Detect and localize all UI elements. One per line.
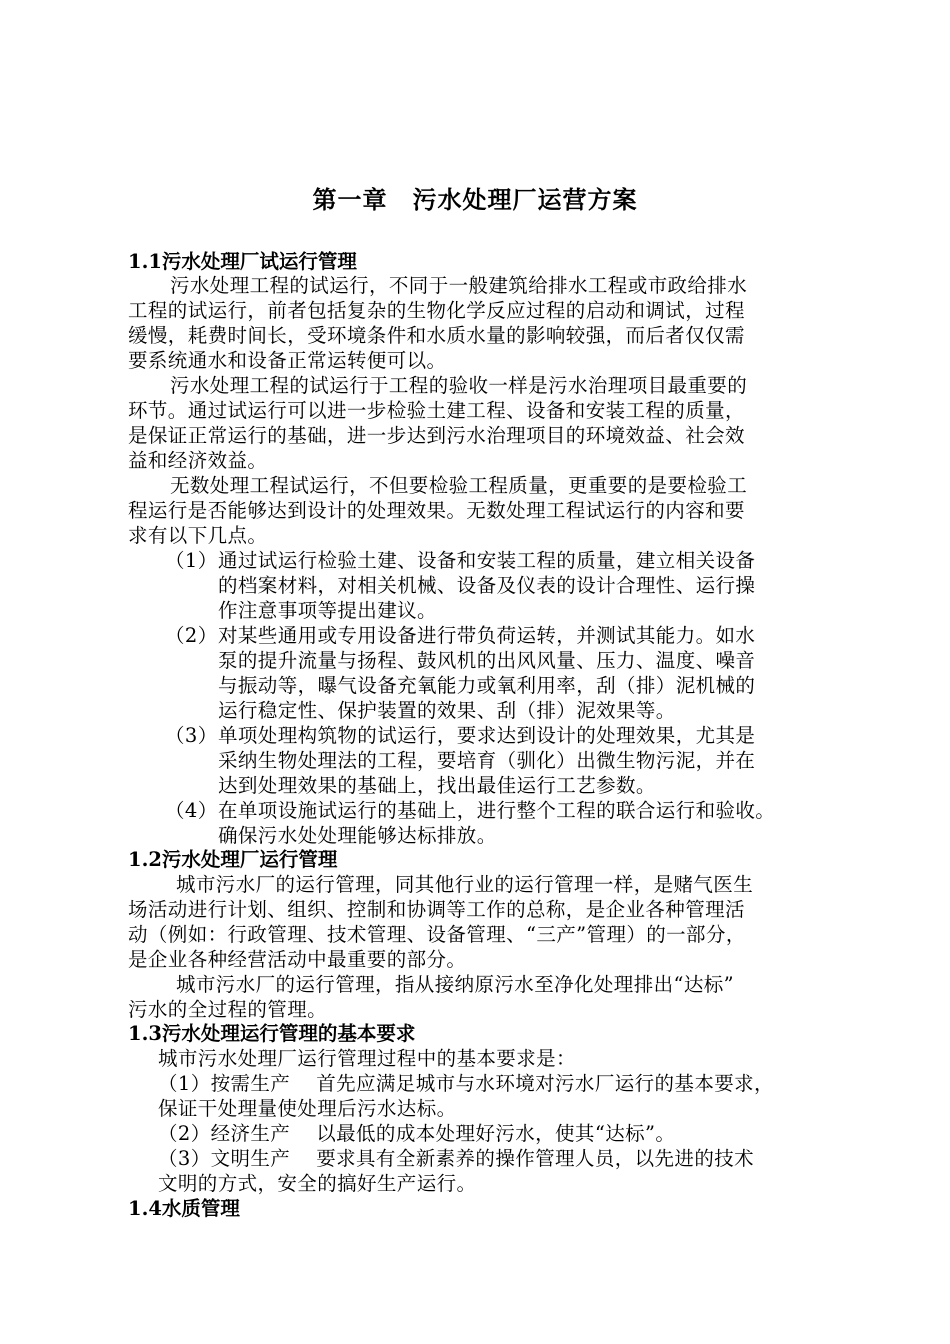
list-item-line: 通过试运行检验土建、设备和安装工程的质量，建立相关设备: [218, 549, 756, 572]
section-heading-1-2: 1.2污水处理厂运行管理: [128, 848, 338, 871]
paragraph-line: 工程的试运行，前者包括复杂的生物化学反应过程的启动和调试，过程: [128, 299, 745, 322]
paragraph-line: 要系统通水和设备正常运转便可以。: [128, 349, 447, 372]
paragraph-line: 环节。通过试运行可以进一步检验土建工程、设备和安装工程的质量，: [128, 399, 745, 422]
paragraph-line: 缓慢，耗费时间长，受环境条件和水质水量的影响较强，而后者仅仅需: [128, 324, 745, 347]
paragraph-line: 污水的全过程的管理。: [128, 998, 328, 1021]
section-heading-1-1: 1.1污水处理厂试运行管理: [128, 250, 357, 273]
list-item-line: 采纳生物处理法的工程，要培育（驯化）出微生物污泥，并在: [218, 749, 756, 772]
list-item-line: 作注意事项等提出建议。: [218, 599, 437, 622]
chapter-title: 第一章 污水处理厂运营方案: [312, 185, 638, 214]
list-item-line: 运行稳定性、保护装置的效果、刮（排）泥效果等。: [218, 699, 676, 722]
paragraph-line: 无数处理工程试运行，不但要检验工程质量，更重要的是要检验工: [170, 474, 748, 497]
paragraph-line: 动（例如：行政管理、技术管理、设备管理、“三产”管理）的一部分，: [128, 923, 746, 946]
list-item-number: （4）: [165, 799, 218, 822]
section-heading-1-4: 1.4水质管理: [128, 1197, 240, 1220]
requirement-text: 首先应满足城市与水环境对污水厂运行的基本要求，: [316, 1072, 774, 1095]
paragraph-line: 是保证正常运行的基础，进一步达到污水治理项目的环境效益、社会效: [128, 424, 745, 447]
list-item-line: 泵的提升流量与扬程、鼓风机的出风风量、压力、温度、噪音: [218, 649, 756, 672]
paragraph-line: 城市污水处理厂运行管理过程中的基本要求是：: [158, 1047, 576, 1070]
requirement-line: [158, 1121, 675, 1147]
paragraph-line: 城市污水厂的运行管理，同其他行业的运行管理一样，是赌气医生: [176, 873, 754, 896]
paragraph-line: 污水处理工程的试运行，不同于一般建筑给排水工程或市政给排水: [170, 274, 748, 297]
list-item-line: 对某些通用或专用设备进行带负荷运转，并测试其能力。如水: [218, 624, 756, 647]
requirement-text: 要求具有全新素养的操作管理人员，以先进的技术: [316, 1147, 755, 1170]
paragraph-line: 益和经济效益。: [128, 449, 268, 472]
paragraph-line: 污水处理工程的试运行于工程的验收一样是污水治理项目最重要的: [170, 374, 748, 397]
list-item-line: 的档案材料，对相关机械、设备及仪表的设计合理性、运行操: [218, 574, 756, 597]
list-item-line: 单项处理构筑物的试运行，要求达到设计的处理效果，尤其是: [218, 724, 756, 747]
paragraph-line: 城市污水厂的运行管理，指从接纳原污水至净化处理排出“达标”: [176, 973, 735, 996]
requirement-label: （2）经济生产: [158, 1122, 291, 1145]
paragraph-line: 求有以下几点。: [128, 524, 268, 547]
list-item-number: （1）: [165, 549, 218, 572]
list-item-line: 达到处理效果的基础上，找出最佳运行工艺参数。: [218, 774, 656, 797]
requirement-line: 文明的方式，安全的搞好生产运行。: [158, 1172, 477, 1195]
requirement-line: 保证干处理量使处理后污水达标。: [158, 1097, 457, 1120]
paragraph-line: 程运行是否能够达到设计的处理效果。无数处理工程试运行的内容和要: [128, 499, 745, 522]
list-item-line: 确保污水处处理能够达标排放。: [218, 824, 497, 847]
requirement-label: （1）按需生产: [158, 1072, 291, 1095]
requirement-line: [158, 1071, 774, 1097]
requirement-label: （3）文明生产: [158, 1147, 291, 1170]
list-item-number: （3）: [165, 724, 218, 747]
paragraph-line: 场活动进行计划、组织、控制和协调等工作的总称，是企业各种管理活: [128, 898, 745, 921]
section-heading-1-3: 1.3污水处理运行管理的基本要求: [128, 1022, 416, 1045]
list-item-line: 在单项设施试运行的基础上，进行整个工程的联合运行和验收。: [218, 799, 776, 822]
requirement-line: [158, 1146, 754, 1172]
paragraph-line: 是企业各种经营活动中最重要的部分。: [128, 948, 467, 971]
requirement-text: 以最低的成本处理好污水，使其“达标”。: [316, 1122, 676, 1145]
list-item-number: （2）: [165, 624, 218, 647]
list-item-line: 与振动等，曝气设备充氧能力或氧利用率，刮（排）泥机械的: [218, 674, 756, 697]
